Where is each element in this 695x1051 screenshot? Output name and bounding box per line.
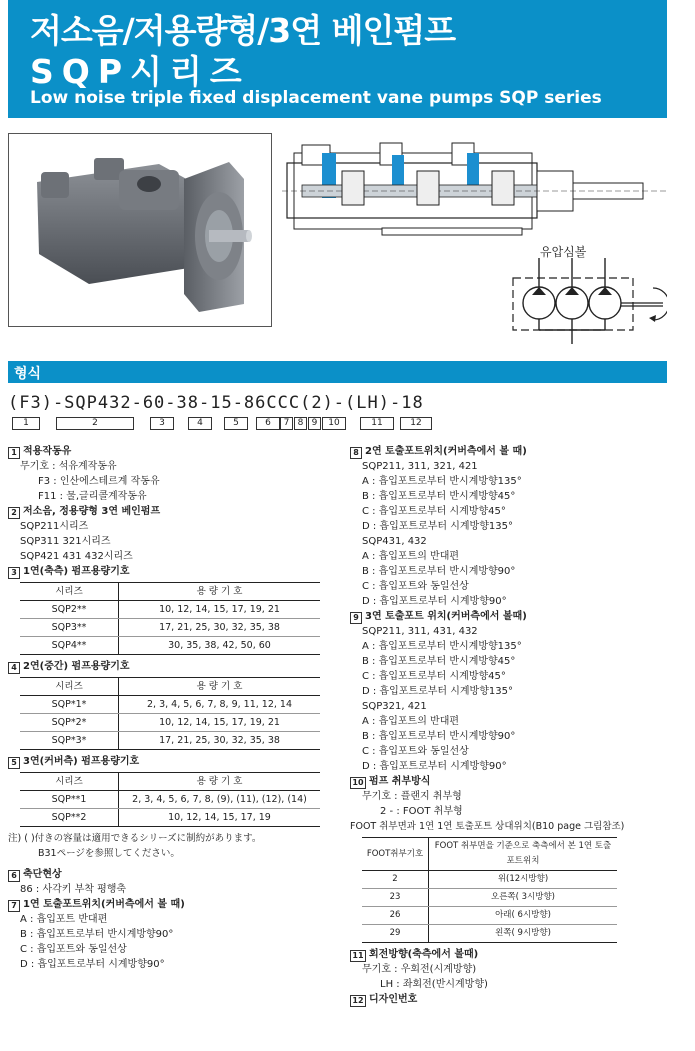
section-9-line: A : 흡입포트의 반대편 (362, 716, 460, 727)
code-box: 5 (224, 417, 248, 430)
hydraulic-symbol-label: 유압심볼 (540, 245, 587, 259)
section-5-header: 5 3연(커버측) 펌프용량기호 (8, 754, 338, 769)
pump-photo (8, 133, 272, 327)
code-box: 4 (188, 417, 212, 430)
footnote: B31ページを参照してください。 (38, 848, 180, 859)
section-8-line: C : 흡입포트와 동일선상 (362, 581, 469, 592)
section-9-sub: SQP321, 421 (362, 701, 427, 712)
section-9-line: C : 흡입포트로부터 시계방향45° (362, 671, 506, 682)
section-6-line: 86 : 사각키 부착 평행축 (20, 884, 127, 895)
section-7-line: D : 흡입포트로부터 시계방향90° (20, 959, 165, 970)
table-row: SQP*1* 2, 3, 4, 5, 6, 7, 8, 9, 11, 12, 14 (20, 696, 320, 714)
section-9-line: B : 흡입포트로부터 반시계방향90° (362, 731, 516, 742)
section-9-line: B : 흡입포트로부터 반시계방향45° (362, 656, 516, 667)
table-row: SQP*2* 10, 12, 14, 15, 17, 19, 21 (20, 714, 320, 732)
code-box: 12 (400, 417, 432, 430)
code-box: 1 (12, 417, 40, 430)
table-row: SQP3** 17, 21, 25, 30, 32, 35, 38 (20, 619, 320, 637)
table-row: 23 오른쪽( 3시방향) (362, 889, 617, 907)
code-box: 6 (256, 417, 280, 430)
code-box: 10 (322, 417, 346, 430)
section-2-line: SQP211시리즈 (20, 521, 89, 532)
section-6-header: 6 축단현상 (8, 867, 338, 882)
title-banner (8, 0, 667, 118)
table-row: 29 왼쪽( 9시방향) (362, 925, 617, 943)
section-7-line: C : 흡입포트와 동일선상 (20, 944, 127, 955)
section-1-header: 1 적용작동유 (8, 444, 338, 459)
table-row: SQP2** 10, 12, 14, 15, 17, 19, 21 (20, 601, 320, 619)
capacity-table-1: 시리즈 용 량 기 호 SQP2** 10, 12, 14, 15, 17, 19, 21 SQP3** 17, 21, 25, 30, 32, 35, 38 SQP4** 30, 35, 38, 42, 50, 60 (20, 582, 320, 655)
section-8-line: A : 흡입포트로부터 반시계방향135° (362, 476, 522, 487)
code-box: 11 (360, 417, 394, 430)
section-9-header: 9 3연 토출포트 위치(커버측에서 볼때) (350, 609, 690, 624)
section-8-sub: SQP211, 311, 321, 421 (362, 461, 478, 472)
section-11-line: 무기호 : 우회전(시계방향) (362, 964, 477, 975)
section-7-header: 7 1연 토출포트위치(커버측에서 볼 때) (8, 897, 338, 912)
table-row: SQP**1 2, 3, 4, 5, 6, 7, 8, (9), (11), (12), (14) (20, 791, 320, 809)
capacity-table-2: 시리즈 용 량 기 호 SQP*1* 2, 3, 4, 5, 6, 7, 8, 9, 11, 12, 14 SQP*2* 10, 12, 14, 15, 17, 19, 21 SQP*3* 17, 21, 25, 30, 32, 35, 38 (20, 677, 320, 750)
title-korean: 저소음/저용량형/3연 베인펌프 (30, 11, 456, 50)
section-header (8, 361, 667, 383)
hydraulic-symbol (505, 258, 667, 344)
cross-section-drawing (282, 133, 667, 251)
left-column (8, 444, 338, 972)
code-box: 2 (56, 417, 134, 430)
section-10-line: 무기호 : 플랜지 취부형 (362, 791, 462, 802)
section-11-header: 11 회전방향(축측에서 볼때) (350, 947, 690, 962)
right-column (350, 444, 690, 1007)
section-2-line: SQP311 321시리즈 (20, 536, 111, 547)
section-1-line: 무기호 : 석유계작동유 (20, 461, 117, 472)
section-9-line: D : 흡입포트로부터 시계방향135° (362, 686, 513, 697)
section-11-line: LH : 좌회전(반시계방향) (380, 979, 488, 990)
code-box: 9 (308, 417, 321, 430)
code-box: 3 (150, 417, 174, 430)
section-4-header: 4 2연(중간) 펌프용량기호 (8, 659, 338, 674)
section-3-header: 3 1연(축측) 펌프용량기호 (8, 564, 338, 579)
foot-table-title: FOOT 취부면과 1연 1연 토출포트 상대위치(B10 page 그림참조) (350, 821, 625, 832)
title-english: Low noise triple fixed displacement vane pumps SQP series (30, 88, 602, 108)
section-8-header: 8 2연 토출포트위치(커버측에서 볼 때) (350, 444, 690, 459)
section-9-sub: SQP211, 311, 431, 432 (362, 626, 478, 637)
section-title: 형식 (14, 366, 42, 382)
table-row: SQP*3* 17, 21, 25, 30, 32, 35, 38 (20, 732, 320, 750)
section-8-line: B : 흡입포트로부터 반시계방향45° (362, 491, 516, 502)
title-series: SQP시리즈 (30, 52, 250, 91)
section-8-line: B : 흡입포트로부터 반시계방향90° (362, 566, 516, 577)
section-10-header: 10 펌프 취부방식 (350, 774, 690, 789)
table-row: SQP4** 30, 35, 38, 42, 50, 60 (20, 637, 320, 655)
section-10-line: 2 - : FOOT 취부형 (380, 806, 463, 817)
table-row: 2 위(12시방향) (362, 871, 617, 889)
section-8-line: D : 흡입포트로부터 시계방향135° (362, 521, 513, 532)
code-box: 7 (280, 417, 293, 430)
section-1-line: F3 : 인산에스테르계 작동유 (38, 476, 160, 487)
capacity-table-3: 시리즈 용 량 기 호 SQP**1 2, 3, 4, 5, 6, 7, 8, (9), (11), (12), (14) SQP**2 10, 12, 14, 15, 17, 19 (20, 772, 320, 827)
model-code: (F3)-SQP432-60-38-15-86CCC(2)-(LH)-18 (8, 393, 424, 413)
section-8-line: A : 흡입포트의 반대편 (362, 551, 460, 562)
section-8-sub: SQP431, 432 (362, 536, 427, 547)
section-7-line: B : 흡입포트로부터 반시계방향90° (20, 929, 174, 940)
section-7-line: A : 흡입포트 반대편 (20, 914, 108, 925)
section-9-line: A : 흡입포트로부터 반시계방향135° (362, 641, 522, 652)
pump-illustration (9, 134, 271, 326)
footnote: 注) ( )付きの容量は適用できるシリーズに制約があります。 (8, 833, 262, 844)
section-8-line: D : 흡입포트로부터 시계방향90° (362, 596, 507, 607)
section-9-line: D : 흡입포트로부터 시계방향90° (362, 761, 507, 772)
table-row: SQP**2 10, 12, 14, 15, 17, 19 (20, 809, 320, 827)
section-2-header: 2 저소음, 정용량형 3연 베인펌프 (8, 504, 338, 519)
code-box: 8 (294, 417, 307, 430)
foot-position-table: FOOT취부기호 FOOT 취부면을 기준으로 축측에서 본 1연 토출포트위치 2 위(12시방향) 23 오른쪽( 3시방향) 26 아래( 6시방향) 29 왼쪽( 9시방향) (362, 837, 617, 943)
section-1-line: F11 : 물,글리콜계작동유 (38, 491, 147, 502)
table-row: 26 아래( 6시방향) (362, 907, 617, 925)
section-12-header: 12 디자인번호 (350, 992, 690, 1007)
section-9-line: C : 흡입포트와 동일선상 (362, 746, 469, 757)
section-2-line: SQP421 431 432시리즈 (20, 551, 133, 562)
section-8-line: C : 흡입포트로부터 시계방향45° (362, 506, 506, 517)
